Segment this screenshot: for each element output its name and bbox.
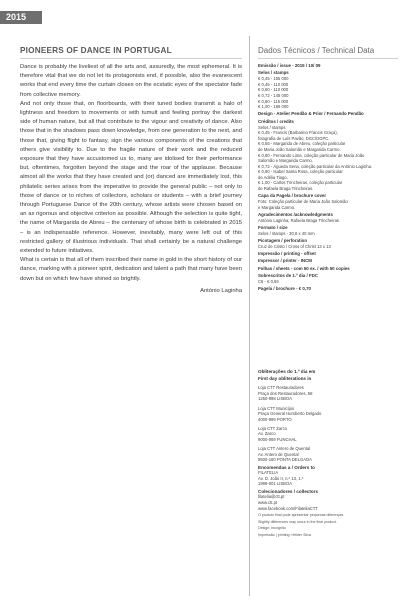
article-author: António Laginha [200, 287, 242, 294]
article-title: PIONEERS OF DANCE IN PORTUGAL [20, 46, 242, 59]
data-line: 4000-999 PORTO [258, 416, 292, 422]
data-line: de Maria João Salomão e Margarida Carmo. [258, 146, 341, 152]
data-line: Av. D. João II, n.º 13, 1.º [258, 475, 304, 481]
data-heading: Emissão / issue - 2015 / 10/ 09 [258, 63, 321, 68]
data-line: Loja CTT Antero de Quental [258, 446, 311, 452]
data-line: www.ctt.pt [258, 500, 278, 506]
data-line: € 0,60 - Fernando Lima, coleção particular de Maria João [258, 152, 365, 158]
data-heading: Créditos / credits [258, 118, 294, 124]
data-line: Selos / stamps - 30,6 x 40 mm [258, 230, 315, 236]
print-notes [258, 513, 398, 537]
data-line: fotografia de Luís Pavão, DGC/DGPC. [258, 135, 330, 141]
data-line: Salomão e Margarida Carmo. [258, 158, 313, 164]
data-line: de Adélia Tiago. [258, 174, 288, 180]
data-line: Cruz de Cristo / Cross of Christ 13 x 13 [258, 243, 331, 249]
data-line: 1250-998 LISBOA [258, 396, 292, 402]
data-line: € 0,80 - 115 000 [258, 98, 289, 104]
data-line: € 0,72 - 145 000 [258, 92, 289, 98]
main-article [20, 46, 242, 294]
data-line: € 0,55 - Margarida de Abreu, coleção particular [258, 141, 346, 147]
data-line: € 0,72 - Águeda Sena, coleção particular da António Laginha. [258, 163, 373, 169]
data-heading: Encomendas a / Orders to [258, 464, 315, 470]
article-paragraph: Dance is probably the liveliest of all the arts and, assuredly, the most ephemeral. It is therefore vital that we do not let its protagonists end, if possible, also the evanescent works that end every time the curtain closes on the ecstatic eyes of the spectator fade from collective memory. [20, 64, 242, 98]
data-heading: First day obliterations in [258, 375, 312, 381]
data-line: Praça dos Restauradores, 58 [258, 390, 313, 396]
data-line: C6 - € 0,56 [258, 278, 279, 284]
first-day-list [258, 369, 398, 512]
data-heading: Picotagem / perforation [258, 237, 308, 243]
data-heading: Impressão / printing - offset [258, 250, 316, 256]
data-heading: Sobrescritos de 1.º dia / FDC [258, 272, 318, 278]
technical-data-list [258, 63, 398, 292]
year-tab: 2015 [0, 11, 42, 24]
print-note: Design: Incógnito [258, 526, 286, 531]
data-line: € 0,45 - 110 000 [258, 81, 289, 87]
data-heading: Agradecimentos /acknowledgments [258, 211, 333, 217]
technical-data [258, 46, 398, 292]
data-line: Selos / stamps [258, 124, 286, 130]
data-line: € 0,45 - Francis (Barbarino Francis Graça), [258, 130, 338, 136]
data-line: Loja CTT Município [258, 405, 295, 411]
print-note: Impressão | printing: Hélder Silva [258, 533, 311, 538]
data-heading: Impressor / printer - INCM [258, 258, 312, 264]
article-body [20, 63, 242, 284]
data-line: Loja CTT Restauradores [258, 385, 304, 391]
technical-data-title: Dados Técnicos / Technical Data [258, 46, 398, 59]
article-paragraph: What is certain is that all of them inscribed their name in gold in the short history of our dance, marking with a pioneer spirit, dedication and talent a path that many have been down but on which few have shined so brightly. [20, 257, 242, 282]
first-day-info [258, 367, 398, 538]
data-heading: Design - Atelier Pendão & Prior / Fernando Pendão [258, 111, 364, 117]
data-heading: Selos / stamps [258, 70, 289, 76]
data-heading: Formato / size [258, 224, 288, 230]
data-heading: Colecionadores / collectors [258, 488, 318, 494]
data-line: FILATELIA [258, 470, 279, 476]
data-line: www.facebook.com/FilateliaCTT [258, 505, 318, 511]
data-line: Praça General Humberto Delgado [258, 411, 322, 417]
data-line: e Margarida Carmo. [258, 204, 296, 210]
data-heading: Obliterações do 1.º dia em [258, 368, 316, 374]
data-line: Loja CTT Zarco [258, 425, 288, 431]
data-line: 9500-160 PONTA DELGADA [258, 457, 312, 463]
data-line: € 0,60 - 110 000 [258, 87, 289, 93]
data-heading: Pagela / brochure - € 0,70 [258, 285, 311, 291]
print-note: Slightly differences may occur in the final product. [258, 519, 338, 524]
data-heading: Capa da Pagela / brochure cover [258, 193, 327, 199]
data-line: € 0,80 - Isabel Santa Rosa, coleção particular [258, 169, 343, 175]
column-divider [249, 36, 250, 596]
data-line: Foto: Coleção particular de Maria João Salomão [258, 199, 348, 205]
data-line: € 0,45 - 155 000 [258, 76, 289, 82]
data-line: filatelia@ctt.pt [258, 494, 285, 500]
data-line: de Rafaela Braga Trincheiras. [258, 186, 314, 192]
data-line: Av. Antero de Quental [258, 451, 299, 457]
article-paragraph: And not only those that, on floorboards, with their tuned bodies transmit a halo of lightness and freedom to movements or with tumult and feeling portray the darkest side of human nature, but all that contribute to the vigour and creativity of dance. Also those that in the shadows pass down knowledge, from one generation to the next, and those that, giving flight to fantasy, sign the various components of the creations that others give visibility to. Due to the fragile nature of their work and the reduced exposure that they have accustomed us to, many are idolised for their performance but, oftentimes, forgotten beyond the stage and the roar of the applause. Because almost all the works that they have created and (or) danced are immediately lost, this philatelic series arises from the imperative to provide the general public – not only to those of dance or to niches of collectors, scholars or students – with a brief journey through Portuguese Dance of the 20th century, whose artists were chosen based on an as rigorous and objective criterion as possible. Although the selection is quite tight, the name of Margarida de Abreu – the centenary of whose birth is celebrated in 2015 – is an indispensable reference. However, inevitably, many were left out of this restricted gallery of illustrious individuals. That shall certainly be a natural challenge extended to future initiatives. [20, 100, 242, 255]
data-line: € 1,00 - 165 000 [258, 104, 289, 110]
print-note: O produto final pode apresentar pequenas diferenças. [258, 513, 345, 518]
data-line: 1999-001 LISBOA [258, 481, 292, 487]
data-line: 9000-069 FUNCHAL [258, 437, 297, 443]
data-line: Av. Zarco [258, 431, 276, 437]
data-line: € 1,00 - Carlos Trincheiras, coleção particular [258, 180, 343, 186]
data-line: António Laginha, Rafaela Braga Trincheiras [258, 217, 340, 223]
data-heading: Folhas / sheets - com 50 ex. / with 50 copies [258, 265, 350, 271]
